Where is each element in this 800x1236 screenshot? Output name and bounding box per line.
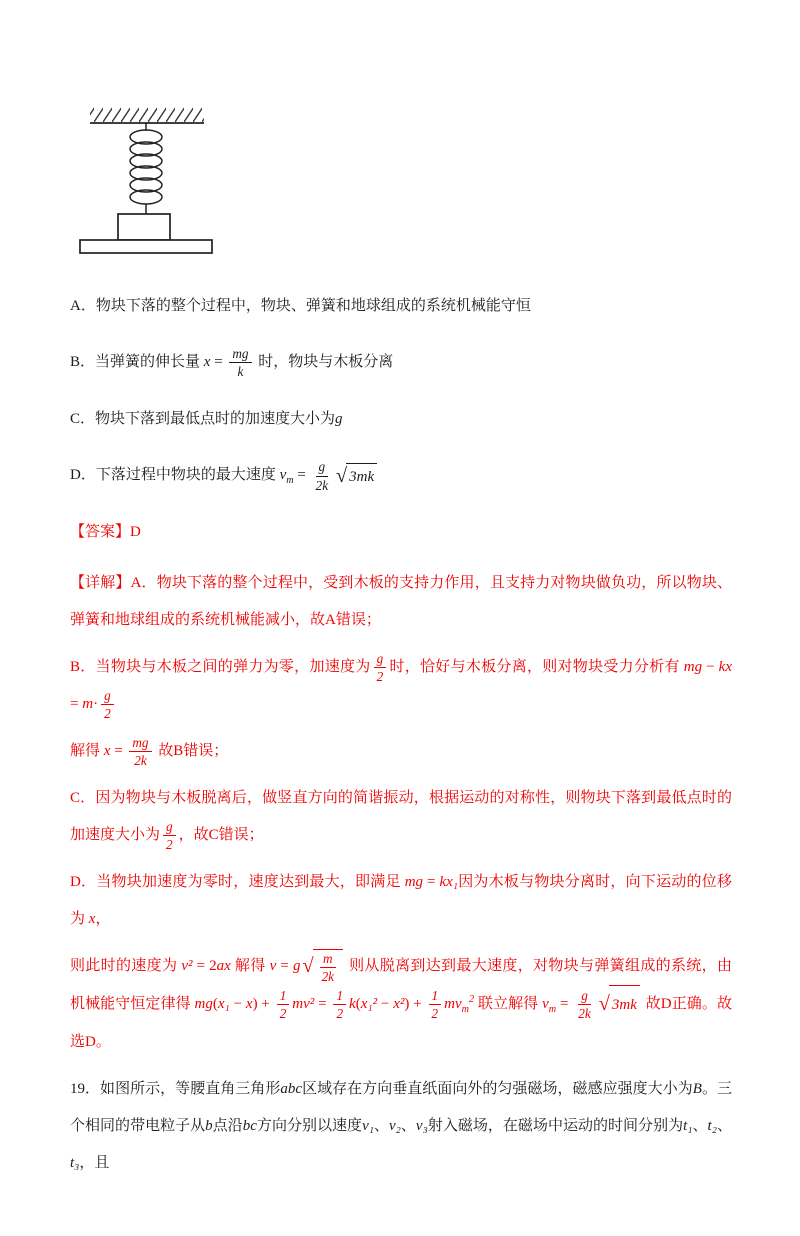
explanation-c: C．因为物块与木板脱离后，做竖直方向的简谐振动，根据运动的对称性，则物块下落到最低点时的加速度大小为 $\frac{g}{2}$ ，故C错误； xyxy=(70,789,732,852)
plank xyxy=(80,240,212,253)
fraction: $\frac{g}{2}$ xyxy=(163,819,176,852)
fraction: $\frac{mg}{k}$ xyxy=(229,346,251,379)
explanation-a: 【详解】A．物块下落的整个过程中，受到木板的支持力作用，且支持力对物块做负功，所以物块、弹簧和地球组成的系统机械能减小，故A错误； xyxy=(70,574,732,628)
ceiling-hatch xyxy=(90,106,204,123)
option-c: C．物块下落到最低点时的加速度大小为g xyxy=(70,411,343,428)
page-content xyxy=(0,104,800,1182)
fraction: $\frac{1}{2}$ xyxy=(429,988,442,1021)
spring-coil xyxy=(130,123,162,214)
fraction: $\frac{m}{2k}$ xyxy=(321,950,335,984)
answer-line: 【答案】D xyxy=(70,523,141,540)
option-b: B．当弹簧的伸长量 x = $\frac{mg}{k}$ 时，物块与木板分离 xyxy=(70,346,394,380)
square-root: √ 3mk xyxy=(599,985,640,1024)
explanation-b-line2: 解得 x = $\frac{mg}{2k}$ 故B错误； xyxy=(70,734,229,768)
fraction: $\frac{1}{2}$ xyxy=(277,988,290,1021)
document-page xyxy=(0,104,800,1236)
explanation-d-line2: 则此时的速度为 v² = 2ax 解得 v = g √ $\frac{m}{2k}$ 则从脱离到达到最大速度，对物块与弹簧组成的系统，由机械能守恒定律得 mg(x₁ − x) + $\frac{1}{2}$ mv² = $\frac{1}{2}$ k(x₁² − x²) + $\frac{1}{2}$ $mv_m^2$ 联立解得 $v_m$ = $\frac{g}{2k}$ √ 3mk 故D正确。故选D。 xyxy=(70,950,732,1050)
question-19: 19．如图所示，等腰直角三角形abc区域存在方向垂直纸面向外的匀强磁场，磁感应强度大小为B。三个相同的带电粒子从b点沿bc方向分别以速度v₁、v₂、v₃射入磁场，在磁场中运动的时间分别为t₁、t₂、t₃，且 xyxy=(70,1080,732,1171)
fraction: $\frac{g}{2}$ xyxy=(101,688,114,721)
fraction: $\frac{mg}{2k}$ xyxy=(129,735,151,768)
explanation-d-line1: D．当物块加速度为零时，速度达到最大，即满足 mg = kx₁因为木板与物块分离时，向下运动的位移为 x， xyxy=(70,873,732,927)
option-a: A．物块下落的整个过程中，物块、弹簧和地球组成的系统机械能守恒 xyxy=(70,298,531,314)
fraction: $\frac{g}{2k}$ xyxy=(578,987,591,1021)
square-root: √ $\frac{m}{2k}$ xyxy=(302,949,343,984)
spring-block-plank-diagram xyxy=(76,104,216,262)
square-root: √ 3mk xyxy=(336,463,377,489)
fraction: $\frac{g}{2}$ xyxy=(374,651,387,684)
fraction: $\frac{1}{2}$ xyxy=(333,988,346,1021)
option-d: D．下落过程中物块的最大速度 $v_m$ = $\frac{g}{2k}$ √ 3mk xyxy=(70,459,732,492)
explanation-b-line1: B．当物块与木板之间的弹力为零，加速度为 $\frac{g}{2}$ 时，恰好与木板分离，则对物块受力分析有 mg − kx = m· $\frac{g}{2}$ xyxy=(70,650,732,721)
block xyxy=(118,214,170,240)
fraction: $\frac{g}{2k}$ xyxy=(315,459,329,493)
